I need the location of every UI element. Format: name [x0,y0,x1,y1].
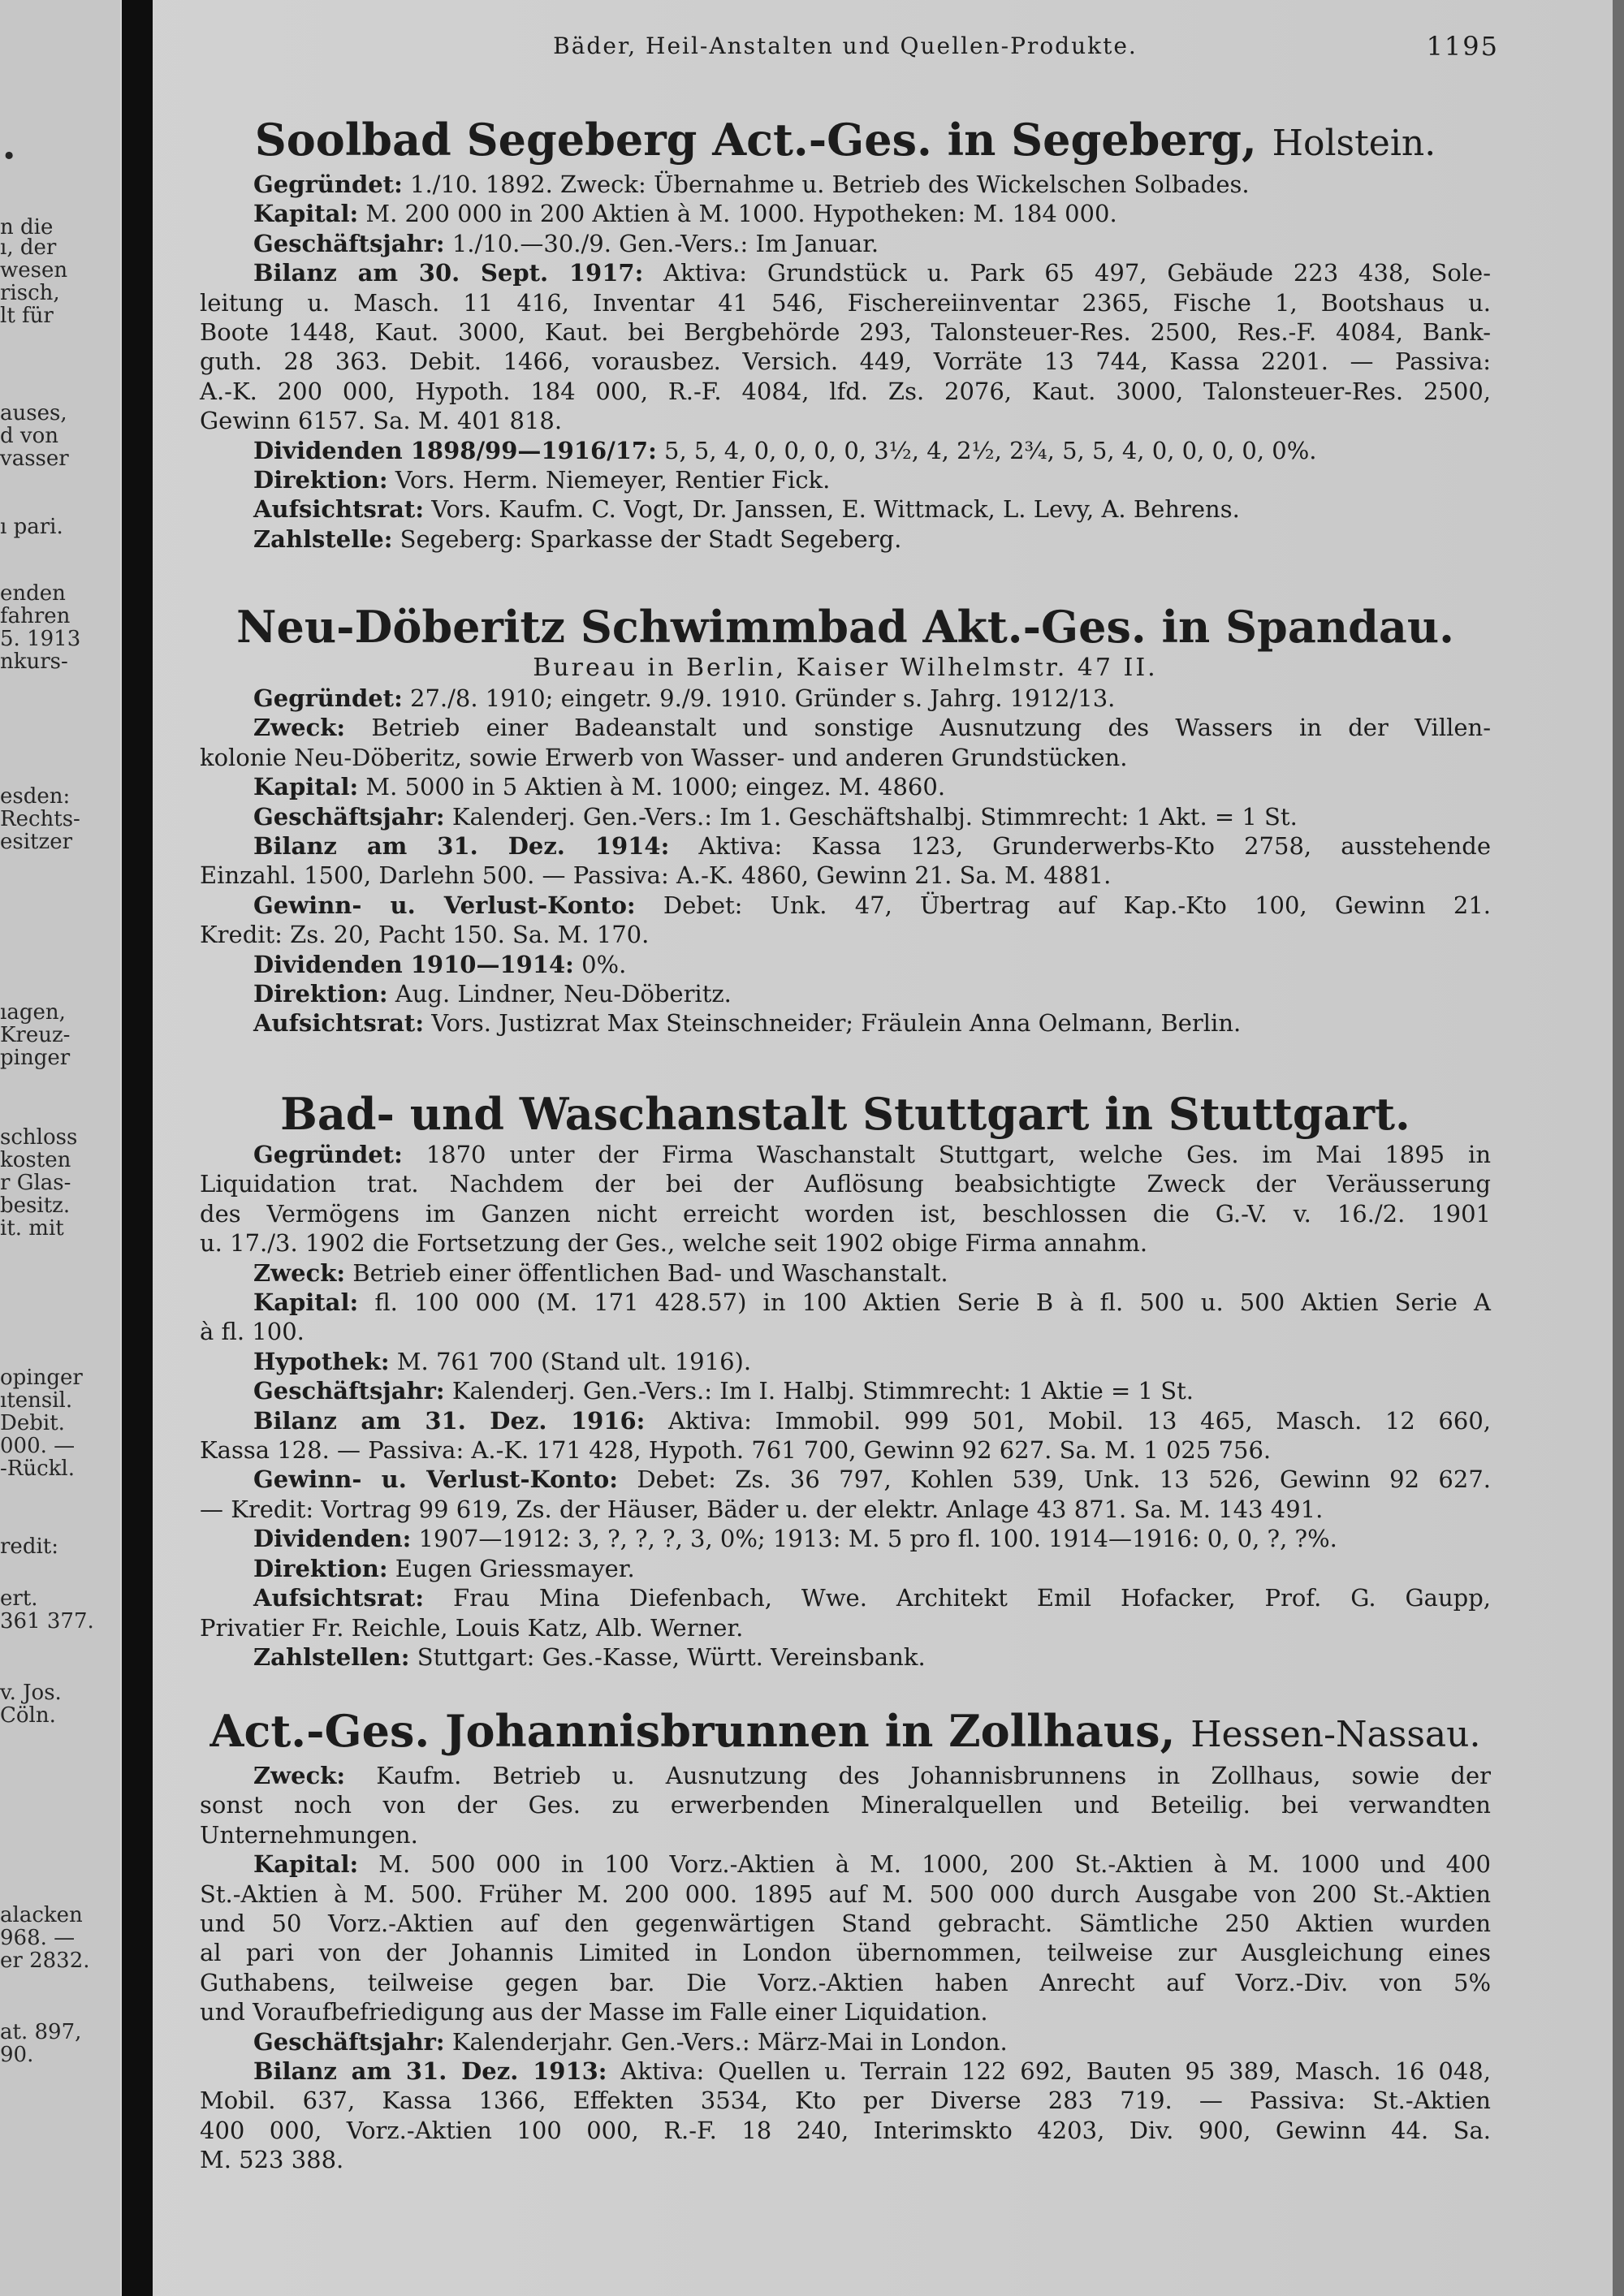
adjacent-page-fragment: alacken [0,1903,83,1927]
entry-line [200,1465,1491,1494]
field-label: Zweck: [253,1258,346,1287]
entry-line [200,1997,1491,2026]
field-label: Dividenden 1898/99—1916/17: [253,436,657,464]
field-label: Zahlstelle: [253,524,393,553]
adjacent-page-fragment: redit: [0,1534,58,1559]
adjacent-page-fragment: n die [0,215,54,240]
entry-line [200,1199,1491,1228]
field-text: Gewinn 6157. Sa. M. 401 818. [200,407,563,435]
field-text: M. 200 000 in 200 Aktien à M. 1000. Hypotheken: M. 184 000. [365,200,1117,228]
adjacent-page-fragment: at. 897, [0,2020,82,2044]
entry-line [200,1288,1491,1317]
field-text: — Kredit: Vortrag 99 619, Zs. der Häuser, Bäder u. der elektr. Anlage 43 871. Sa. M. 143 491. [200,1495,1324,1523]
entry-line [200,1347,1491,1376]
field-text: 5, 5, 4, 0, 0, 0, 0, 3½, 4, 2½, 2¾, 5, 5, 4, 0, 0, 0, 0, 0%. [664,436,1317,464]
adjacent-page-fragment: esitzer [0,830,73,854]
field-text: guth. 28 363. Debit. 1466, vorausbez. Versich. 449, Vorräte 13 744, Kassa 2201. — Passiva: [200,347,1491,376]
entry-line [200,347,1491,376]
field-label: Geschäftsjahr: [253,229,445,257]
company-title [200,601,1491,653]
field-text: Betrieb einer Badeanstalt und sonstige Ausnutzung des Wassers in der Villen- [371,714,1492,742]
entry-line [200,1583,1491,1612]
field-label: Bilanz am 31. Dez. 1913: [253,2057,607,2086]
field-text: Vors. Herm. Niemeyer, Rentier Fick. [395,466,831,494]
company-entry [200,1705,1491,2175]
field-text: und Voraufbefriedigung aus der Masse im Falle einer Liquidation. [200,1998,988,2026]
entry-line [200,1909,1491,1938]
field-text: Aktiva: Grundstück u. Park 65 497, Gebäude 223 438, Sole- [663,259,1492,287]
entry-line [200,1849,1491,1879]
page-edge [1613,0,1624,2296]
field-text: à fl. 100. [200,1318,304,1346]
entry-line [200,831,1491,861]
field-text: Unternehmungen. [200,1820,418,1849]
entry-line [200,1554,1491,1583]
field-text: 1907—1912: 3, ?, ?, ?, 3, 0%; 1913: M. 5 pro fl. 100. 1914—1916: 0, 0, ?, ?%. [418,1525,1337,1553]
field-text: Guthabens, teilweise gegen bar. Die Vorz.-Aktien haben Anrecht auf Vorz.-Div. von 5% [200,1968,1491,1996]
field-text: M. 500 000 in 100 Vorz.-Aktien à M. 1000, 200 St.-Aktien à M. 1000 und 400 [378,1850,1491,1879]
company-name: Bad- und Waschanstalt Stuttgart in Stuttgart. [280,1088,1410,1140]
field-text: Kalenderj. Gen.-Vers.: Im I. Halbj. Stimmrecht: 1 Aktie = 1 St. [451,1377,1194,1405]
entry-line [200,258,1491,287]
company-name: Neu-Döberitz Schwimmbad Akt.-Ges. in Spandau. [236,601,1454,653]
field-text: u. 17./3. 1902 die Fortsetzung der Ges., welche seit 1902 obige Firma annahm. [200,1229,1148,1258]
field-text: Kredit: Zs. 20, Pacht 150. Sa. M. 170. [200,921,650,949]
field-label: Gegründet: [253,684,403,712]
field-label: Kapital: [253,200,359,228]
entry-line [200,2145,1491,2174]
entry-line [200,891,1491,920]
field-text: fl. 100 000 (M. 171 428.57) in 100 Aktien Serie B à fl. 500 u. 500 Aktien Serie A [374,1288,1492,1317]
adjacent-page-fragment: nkurs- [0,650,68,674]
field-label: Geschäftsjahr: [253,802,445,831]
entry-line [200,1495,1491,1524]
adjacent-page-fragment: Rechts- [0,807,80,831]
entry-line [200,1642,1491,1672]
adjacent-page-fragment: lt für [0,304,54,328]
adjacent-page-fragment: 90. [0,2043,34,2067]
adjacent-page-fragment: r Glas- [0,1171,71,1195]
field-text: M. 761 700 (Stand ult. 1916). [396,1347,752,1375]
entry-line [200,743,1491,772]
entry-line [200,1761,1491,1790]
adjacent-page-fragment: esden: [0,784,71,809]
entry-line [200,406,1491,435]
field-text: A.-K. 200 000, Hypoth. 184 000, R.-F. 4084, lfd. Zs. 2076, Kaut. 3000, Talonsteuer-Res. 2500, [200,377,1491,405]
company-address: Bureau in Berlin, Kaiser Wilhelmstr. 47 II. [533,654,1158,682]
field-label: Gewinn- u. Verlust-Konto: [253,891,636,919]
field-text: und 50 Vorz.-Aktien auf den gegenwärtigen Stand gebracht. Sämtliche 250 Aktien wurden [200,1910,1491,1938]
field-text: Aktiva: Quellen u. Terrain 122 692, Bauten 95 389, Masch. 16 048, [620,2057,1491,2086]
field-text: M. 5000 in 5 Aktien à M. 1000; eingez. M. 4860. [365,773,946,801]
field-label: Direktion: [253,466,388,494]
field-label: Zweck: [253,714,346,742]
entry-line [200,1968,1491,1997]
adjacent-page-fragment: v. Jos. [0,1681,62,1705]
field-label: Hypothek: [253,1347,390,1375]
field-text: Aug. Lindner, Neu-Döberitz. [395,980,732,1008]
company-region: Holstein. [1272,123,1436,164]
adjacent-page-fragment: fahren [0,604,71,628]
entry-line [200,229,1491,258]
field-label: Kapital: [253,1850,359,1879]
company-title [200,1705,1491,1761]
field-label: Aufsichtsrat: [253,1009,425,1038]
company-entry [200,1088,1491,1672]
field-text: 27./8. 1910; eingetr. 9./9. 1910. Gründer s. Jahrg. 1912/13. [410,684,1116,712]
field-text: Liquidation trat. Nachdem der bei der Auflösung beabsichtigte Zweck der Veräusserung [200,1170,1491,1198]
entry-line [200,1524,1491,1553]
entry-line [200,1258,1491,1288]
field-label: Aufsichtsrat: [253,495,425,524]
company-entry [200,601,1491,1038]
entry-line [200,1317,1491,1346]
field-label: Bilanz am 31. Dez. 1914: [253,832,670,861]
field-text: 1./10.—30./9. Gen.-Vers.: Im Januar. [451,229,879,257]
company-entry [200,114,1491,554]
field-text: Boote 1448, Kaut. 3000, Kaut. bei Bergbehörde 293, Talonsteuer-Res. 2500, Res.-F. 4084, Bank- [200,318,1491,347]
entry-line [200,317,1491,347]
field-text: Einzahl. 1500, Darlehn 500. — Passiva: A.-K. 4860, Gewinn 21. Sa. M. 4881. [200,861,1112,890]
page-number: 1195 [1426,31,1499,62]
entry-line [200,713,1491,742]
field-text: Privatier Fr. Reichle, Louis Katz, Alb. Werner. [200,1613,744,1642]
entry-line [200,170,1491,199]
field-label: Dividenden 1910—1914: [253,950,574,978]
entry-line [200,802,1491,831]
field-text: Frau Mina Diefenbach, Wwe. Architekt Emil Hofacker, Prof. G. Gaupp, [452,1584,1491,1612]
field-label: Aufsichtsrat: [253,1584,425,1612]
entry-line [200,1406,1491,1435]
field-label: Gegründet: [253,170,403,198]
adjacent-page-fragment: wesen [0,258,68,283]
adjacent-page-strip [0,0,120,2296]
field-text: Debet: Unk. 47, Übertrag auf Kap.-Kto 100, Gewinn 21. [663,891,1491,919]
field-label: Bilanz am 31. Dez. 1916: [253,1406,646,1435]
field-text: M. 523 388. [200,2146,344,2174]
company-title [200,1088,1491,1140]
entry-line [200,920,1491,949]
field-text: Kassa 128. — Passiva: A.-K. 171 428, Hypoth. 761 700, Gewinn 92 627. Sa. M. 1 025 756. [200,1436,1272,1465]
adjacent-page-fragment: Kreuz- [0,1023,71,1047]
entry-line [200,950,1491,979]
adjacent-page-fragment: Cöln. [0,1703,56,1728]
field-label: Zahlstellen: [253,1642,410,1671]
entry-line [200,1228,1491,1258]
adjacent-page-fragment: Debit. [0,1411,65,1435]
entry-line [200,861,1491,890]
entry-line [200,1820,1491,1849]
field-label: Direktion: [253,1554,388,1582]
adjacent-page-fragment: ı pari. [0,515,63,539]
field-label: Dividenden: [253,1525,412,1553]
entry-line [200,1008,1491,1038]
field-label: Geschäftsjahr: [253,2027,445,2056]
field-text: sonst noch von der Ges. zu erwerbenden Mineralquellen und Beteilig. bei verwandten [200,1791,1491,1819]
binding-gutter [122,0,153,2296]
running-head-title: Bäder, Heil-Anstalten und Quellen-Produkte. [553,32,1138,59]
field-text: 400 000, Vorz.-Aktien 100 000, R.-F. 18 240, Interimskto 4203, Div. 900, Gewinn 44. Sa. [200,2116,1491,2144]
adjacent-page-fragment: 968. — [0,1926,76,1950]
entry-line [200,465,1491,494]
entry-line [200,377,1491,406]
field-text: 0%. [581,950,627,978]
adjacent-page-fragment: d von [0,424,58,448]
field-text: Vors. Justizrat Max Steinschneider; Fräulein Anna Oelmann, Berlin. [431,1009,1242,1038]
entry-line [200,2086,1491,2115]
entry-line [200,1140,1491,1169]
entry-line [200,2056,1491,2086]
entry-line [200,684,1491,713]
field-text: 1./10. 1892. Zweck: Übernahme u. Betrieb des Wickelschen Solbades. [410,170,1250,198]
field-text: leitung u. Masch. 11 416, Inventar 41 546, Fischereiinventar 2365, Fische 1, Bootshaus u. [200,288,1491,317]
field-text: Mobil. 637, Kassa 1366, Effekten 3534, Kto per Diverse 283 719. — Passiva: St.-Aktien [200,2087,1491,2115]
company-region: Hessen-Nassau. [1190,1714,1481,1755]
adjacent-page-fragment: opinger [0,1366,83,1390]
field-text: Kalenderjahr. Gen.-Vers.: März-Mai in London. [451,2027,1008,2056]
field-label: Kapital: [253,1288,359,1317]
field-label: Kapital: [253,773,359,801]
entry-line [200,288,1491,317]
entry-line [200,2027,1491,2056]
field-label: Geschäftsjahr: [253,1377,445,1405]
field-text: Eugen Griessmayer. [395,1554,635,1582]
adjacent-page-fragment: 361 377. [0,1609,94,1634]
field-text: Aktiva: Immobil. 999 501, Mobil. 13 465, Masch. 12 660, [668,1406,1492,1435]
field-text: Kaufm. Betrieb u. Ausnutzung des Johannisbrunnens in Zollhaus, sowie der [376,1762,1491,1789]
entry-line [200,979,1491,1008]
adjacent-page-fragment: vasser [0,447,69,471]
field-label: Bilanz am 30. Sept. 1917: [253,259,644,287]
field-label: Direktion: [253,980,388,1008]
field-text: Segeberg: Sparkasse der Stadt Segeberg. [400,524,902,553]
entry-line [200,2116,1491,2145]
field-text: des Vermögens im Ganzen nicht erreicht worden ist, beschlossen die G.-V. v. 16./2. 1901 [200,1199,1491,1228]
field-label: Zweck: [253,1762,346,1789]
entry-line [200,494,1491,524]
field-label: Gewinn- u. Verlust-Konto: [253,1465,618,1494]
entry-line [200,1613,1491,1642]
adjacent-page-fragment: er 2832. [0,1949,90,1973]
adjacent-page-fragment: ı, der [0,235,57,260]
adjacent-page-fragment: it. mit [0,1216,64,1241]
company-name: Act.-Ges. Johannisbrunnen in Zollhaus, [209,1705,1176,1757]
entry-line [200,772,1491,801]
field-text: kolonie Neu-Döberitz, sowie Erwerb von Wasser- und anderen Grundstücken. [200,743,1128,771]
adjacent-page-fragment: kosten [0,1148,71,1172]
adjacent-page-fragment: ıagen, [0,1000,66,1025]
adjacent-page-fragment: ıtensil. [0,1388,73,1413]
entry-line [200,199,1491,228]
entry-line [200,1938,1491,1967]
adjacent-page-fragment: . [0,106,19,172]
entry-line [200,1169,1491,1198]
adjacent-page-fragment: schloss [0,1125,78,1150]
company-name: Soolbad Segeberg Act.-Ges. in Segeberg, [254,114,1257,166]
entry-line [200,1376,1491,1405]
field-text: Stuttgart: Ges.-Kasse, Württ. Vereinsbank. [417,1642,926,1671]
adjacent-page-fragment: besitz. [0,1193,71,1218]
field-text: Betrieb einer öffentlichen Bad- und Waschanstalt. [352,1258,948,1287]
field-text: St.-Aktien à M. 500. Früher M. 200 000. 1895 auf M. 500 000 durch Ausgabe von 200 St.-Aktien [200,1880,1491,1908]
adjacent-page-fragment: auses, [0,401,67,425]
entry-line [200,1435,1491,1465]
field-text: Vors. Kaufm. C. Vogt, Dr. Janssen, E. Wittmack, L. Levy, A. Behrens. [431,495,1240,524]
adjacent-page-fragment: -Rückl. [0,1457,76,1481]
company-title [200,114,1491,170]
field-text: Aktiva: Kassa 123, Grunderwerbs-Kto 2758, ausstehende [698,832,1492,861]
adjacent-page-fragment: enden [0,581,66,606]
entry-line [200,1880,1491,1909]
field-label: Gegründet: [253,1141,403,1168]
entry-line [200,1790,1491,1819]
field-text: 1870 unter der Firma Waschanstalt Stuttgart, welche Ges. im Mai 1895 in [425,1141,1492,1168]
adjacent-page-fragment: pinger [0,1046,71,1070]
adjacent-page-fragment: 5. 1913 [0,627,81,651]
entry-line [200,524,1491,554]
adjacent-page-fragment: 000. — [0,1434,76,1458]
adjacent-page-fragment: ert. [0,1586,38,1611]
field-text: al pari von der Johannis Limited in London übernommen, teilweise zur Ausgleichung eines [200,1939,1491,1967]
entry-line [200,436,1491,465]
field-text: Kalenderj. Gen.-Vers.: Im 1. Geschäftshalbj. Stimmrecht: 1 Akt. = 1 St. [451,802,1298,831]
field-text: Debet: Zs. 36 797, Kohlen 539, Unk. 13 526, Gewinn 92 627. [637,1465,1491,1494]
running-header [200,31,1499,65]
adjacent-page-fragment: risch, [0,281,60,305]
